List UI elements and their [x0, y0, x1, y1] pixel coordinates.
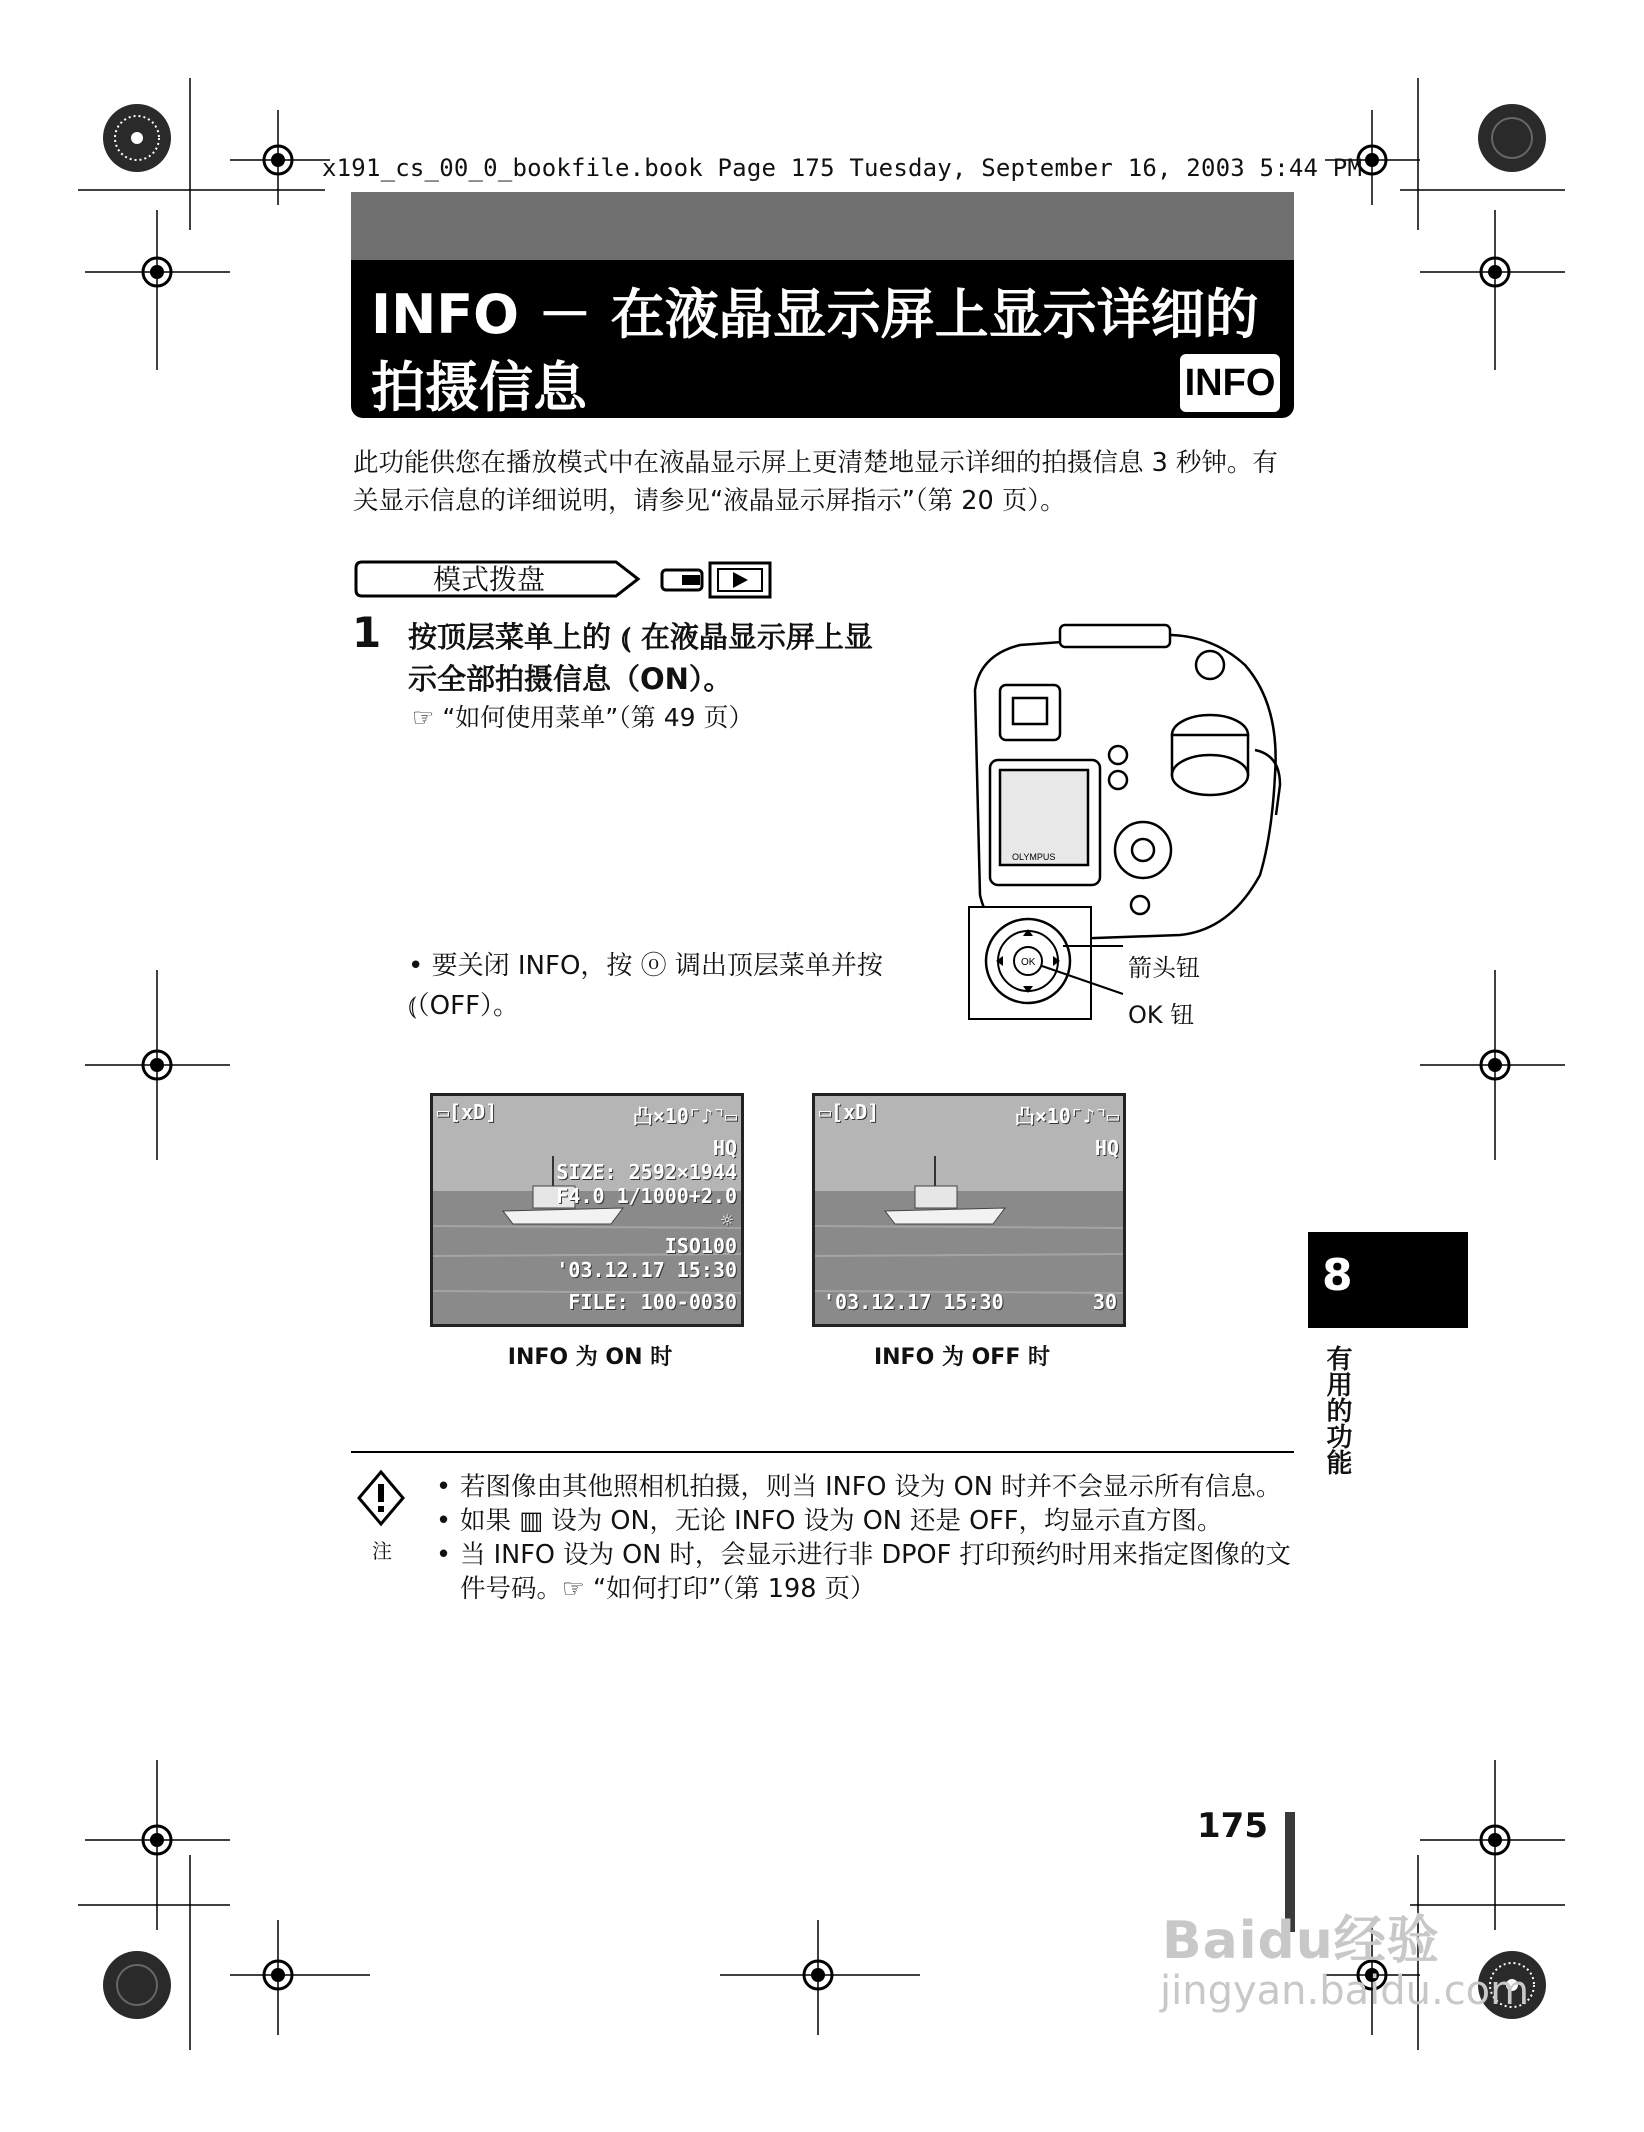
watermark-url: jingyan.baidu.com	[1160, 1968, 1530, 2014]
intro-paragraph: 此功能供您在播放模式中在液晶显示屏上更清楚地显示详细的拍摄信息 3 秒钟。有关显示信息的详细说明，请参见“液晶显示屏指示”（第 20 页）。	[353, 448, 1278, 516]
osd-frame-count: 30	[1092, 1290, 1117, 1314]
notes-divider	[351, 1451, 1294, 1453]
ok-button-label: OK 钮	[1128, 1001, 1195, 1029]
mode-dial-label: 模式拨盘	[432, 563, 545, 596]
arrow-pad-inset	[968, 906, 1128, 1018]
osd-datetime: '03.12.17 15:30	[823, 1290, 1004, 1314]
osd-battery-card: ▭[xD]	[819, 1100, 880, 1124]
step-line2: 示全部拍摄信息（ON）。	[408, 662, 733, 696]
watermark-brand: Baidu经验	[1162, 1911, 1440, 1971]
note-item: • 如果 ▥ 设为 ON，无论 INFO 设为 ON 还是 OFF，均显示直方图。	[430, 1504, 1300, 1538]
chapter-title: 有用的功能	[1322, 1345, 1352, 1475]
osd-iso: ISO100	[664, 1234, 737, 1258]
osd-battery-card: ▭[xD]	[437, 1100, 498, 1124]
osd-file: FILE: 100-0030	[568, 1290, 737, 1314]
title-band	[351, 192, 1294, 260]
lcd-screen-info-off	[812, 1093, 1126, 1327]
file-header: x191_cs_00_0_bookfile.book Page 175 Tuesday, September 16, 2003 5:44 PM	[322, 154, 1363, 182]
osd-print-info: 凸×10⌜♪⌝▭	[632, 1104, 737, 1128]
osd-exposure: F4.0 1/1000+2.0	[556, 1184, 737, 1208]
page-title: INFO － 在液晶显示屏上显示详细的	[371, 283, 1259, 346]
notes-list	[430, 1470, 1300, 1606]
caption-info-on: INFO 为 ON 时	[507, 1345, 673, 1370]
svg-text:OK: OK	[1021, 957, 1036, 968]
osd-quality: HQ	[712, 1136, 737, 1160]
bullet-turn-off-info: • 要关闭 INFO，按 ⓞ 调出顶层菜单并按 ⦅（OFF）。	[408, 951, 883, 1021]
osd-size: SIZE: 2592×1944	[556, 1160, 737, 1184]
step-number: 1	[352, 608, 382, 657]
note-label: 注	[372, 1539, 392, 1563]
osd-quality: HQ	[1094, 1136, 1119, 1160]
caption-info-off: INFO 为 OFF 时	[873, 1345, 1051, 1370]
step-text	[408, 616, 948, 700]
osd-print-info: 凸×10⌜♪⌝▭	[1014, 1104, 1119, 1128]
warning-icon	[356, 1468, 406, 1530]
title-box	[351, 260, 1294, 418]
osd-datetime: '03.12.17 15:30	[556, 1258, 737, 1282]
page-title-line2: 拍摄信息	[371, 356, 587, 419]
playback-switch-icon	[660, 560, 780, 600]
step-reference: ☞ “如何使用菜单”（第 49 页）	[412, 703, 754, 732]
olympus-logo: OLYMPUS	[1012, 852, 1056, 862]
page-number: 175	[1197, 1806, 1268, 1846]
note-item: • 若图像由其他照相机拍摄，则当 INFO 设为 ON 时并不会显示所有信息。	[430, 1470, 1300, 1504]
osd-white-balance: ☼	[720, 1208, 733, 1232]
info-badge: INFO	[1180, 354, 1280, 412]
note-item: • 当 INFO 设为 ON 时，会显示进行非 DPOF 打印预约时用来指定图像的文件号码。☞ “如何打印”（第 198 页）	[430, 1538, 1300, 1606]
chapter-number: 8	[1322, 1250, 1353, 1301]
arrow-button-label: 箭头钮	[1128, 954, 1200, 982]
lcd-screen-info-on	[430, 1093, 744, 1327]
step-line1: 按顶层菜单上的 ⦅ 在液晶显示屏上显	[408, 620, 873, 654]
